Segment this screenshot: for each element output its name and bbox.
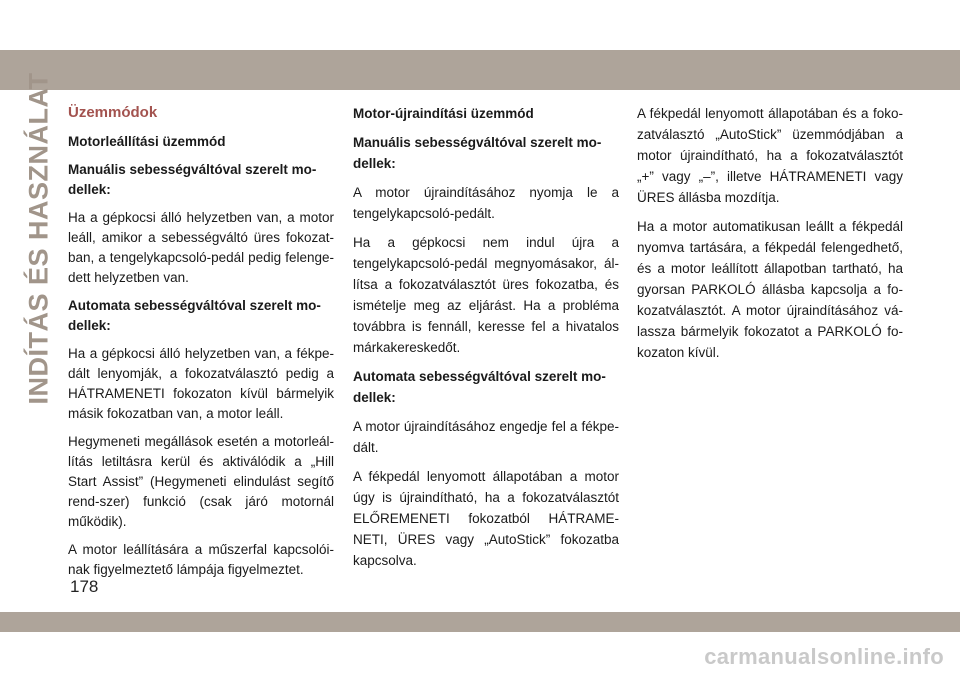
chapter-side-title <box>23 72 55 405</box>
section-title: Üzemmódok <box>68 104 158 121</box>
park-paragraph: Ha a motor automatikusan leállt a fékpedál nyomva tartására, a fékpedál felengedhető, és a motor leállított állapotban tartható, ha gyorsan PARKOLÓ állásba kapcsolja a fo-kozatválasztót. A motor újraindításához vá-lassza bármelyik fokozatot a PARKOLÓ fo-kozaton kívül. <box>637 219 903 360</box>
text-column-1 <box>68 103 334 588</box>
header-stripe <box>0 50 960 90</box>
manual-stop-paragraph: Ha a gépkocsi álló helyzetben van, a motor leáll, amikor a sebességváltó üres fokozat-ban, a tengelykapcsoló-pedál pedig felenge-dett helyzetben van. <box>68 210 334 285</box>
engine-stop-mode-heading: Motorleállítási üzemmód <box>68 134 226 149</box>
brake-pressed-paragraph: A fékpedál lenyomott állapotában a motor úgy is újraindítható, ha a fokozatválasztót ELŐREMENETI fokozatból HÁTRAME-NETI, ÜRES vagy „AutoStick” fokozatba kapcsolva. <box>353 469 619 568</box>
manual-models-heading: Manuális sebességváltóval szerelt mo-dellek: <box>353 135 602 171</box>
automatic-models-heading: Automata sebességváltóval szerelt mo-dellek: <box>68 298 321 333</box>
automatic-stop-paragraph: Ha a gépkocsi álló helyzetben van, a fékpe-dált lenyomják, a fokozatválasztó pedig a HÁTRAMENETI fokozaton kívül bármelyik másik fokozatban van, a motor leáll. <box>68 346 334 421</box>
engine-restart-mode-heading: Motor-újraindítási üzemmód <box>353 106 534 121</box>
manual-models-heading: Manuális sebességváltóval szerelt mo-dellek: <box>68 162 317 197</box>
autostick-paragraph: A fékpedál lenyomott állapotában és a foko-zatválasztó „AutoStick” üzemmódjában a motor újraindítható, ha a fokozatválasztót „+” vagy „–”, illetve HÁTRAMENETI vagy ÜRES állásba mozdítja. <box>637 106 903 205</box>
footer-band <box>0 612 960 632</box>
text-column-3 <box>637 103 903 371</box>
page-number: 178 <box>70 577 99 596</box>
warning-lamp-paragraph: A motor leállítására a műszerfal kapcsolói-nak figyelmeztető lámpája figyelmeztet. <box>68 542 334 577</box>
chapter-title-text: INDÍTÁS ÉS HASZNÁLAT <box>23 72 54 405</box>
header-band <box>0 0 960 80</box>
hill-start-paragraph: Hegymeneti megállások esetén a motorleál-lítás letiltásra kerül és aktiválódik a „Hill Start Assist” (Hegymeneti elindulást segítő rend-szer) funkció (csak járó motornál működik). <box>68 434 334 529</box>
text-column-2 <box>353 103 619 579</box>
watermark: carmanualsonline.info <box>704 644 944 669</box>
automatic-models-heading: Automata sebességváltóval szerelt mo-dellek: <box>353 369 606 405</box>
restart-retry-paragraph: Ha a gépkocsi nem indul újra a tengelykapcsoló-pedál megnyomásakor, ál-lítsa a fokozatválasztót üres fokozatba, és ismételje meg az eljárást. Ha a probléma továbbra is fennáll, keresse fel a hivatalos márkakereskedőt. <box>353 235 619 355</box>
automatic-restart-paragraph: A motor újraindításához engedje fel a fékpe-dált. <box>353 419 619 455</box>
manual-restart-paragraph: A motor újraindításához nyomja le a tengelykapcsoló-pedált. <box>353 185 619 221</box>
